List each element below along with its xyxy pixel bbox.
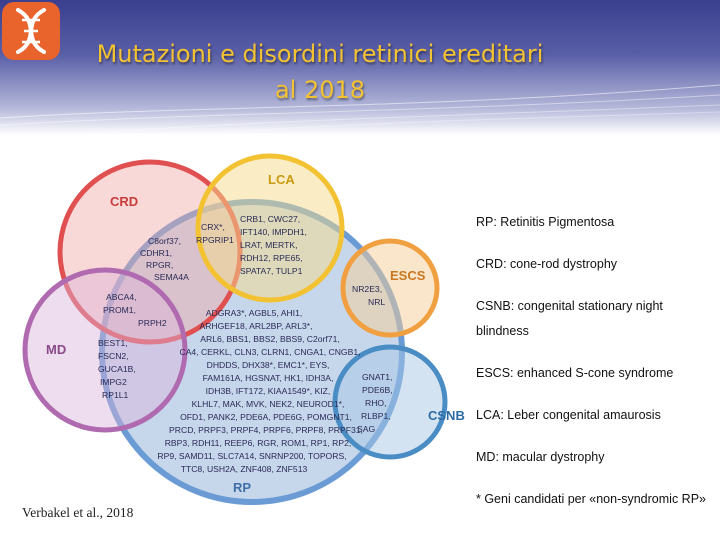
gene-line: IMPG2 [100, 377, 127, 387]
legend-item: * Geni candidati per «non-syndromic RP» [476, 492, 706, 506]
gene-line: GNAT1, [362, 372, 393, 382]
gene-line: FAM161A, HGSNAT, HK1, IDH3A, [202, 373, 334, 383]
gene-line: ARHGEF18, ARL2BP, ARL3*, [199, 321, 313, 331]
md-label: MD [46, 342, 67, 357]
gene-line: GUCA1B, [98, 364, 136, 374]
gene-line: FSCN2, [98, 351, 129, 361]
gene-line: PROM1, [103, 305, 136, 315]
gene-line: RLBP1, [361, 411, 391, 421]
dna-helix-logo-icon [0, 0, 62, 62]
gene-line: ARL6, BBS1, BBS2, BBS9, C2orf71, [200, 334, 340, 344]
gene-line: RPGRIP1 [196, 235, 234, 245]
lca-rp-genes [240, 214, 307, 276]
gene-line: RP1L1 [102, 390, 129, 400]
gene-line: SPATA7, TULP1 [240, 266, 303, 276]
gene-line: IDH3B, IFT172, KIAA1549*, KIZ, [205, 386, 331, 396]
gene-line: NRL [368, 297, 386, 307]
gene-line: CDHR1, [140, 248, 172, 258]
citation: Verbakel et al., 2018 [22, 505, 134, 520]
lca-label: LCA [268, 172, 295, 187]
crd-label: CRD [110, 194, 139, 209]
gene-line: RBP3, RDH11, REEP6, RGR, ROM1, RP1, RP2, [164, 438, 352, 448]
gene-line: PRPH2 [138, 318, 167, 328]
gene-line: LRAT, MERTK, [240, 240, 298, 250]
gene-line: RP9, SAMD11, SLC7A14, SNRNP200, TOPORS, [157, 451, 347, 461]
gene-line: PRCD, PRPF3, PRPF4, PRPF6, PRPF8, PRPF31, [169, 425, 363, 435]
gene-line: OFD1, PANK2, PDE6A, PDE6G, POMGNT1, [180, 412, 352, 422]
gene-line: ADGRA3*, AGBL5, AHI1, [205, 308, 303, 318]
legend-item: ESCS: enhanced S-cone syndrome [476, 366, 674, 380]
legend-item: LCA: Leber congenital amaurosis [476, 408, 661, 422]
gene-line: KLHL7, MAK, MVK, NEK2, NEUROD1*, [191, 399, 345, 409]
gene-line: C8orf37, [148, 236, 181, 246]
venn-diagram [0, 140, 470, 505]
escs-label: ESCS [390, 268, 426, 283]
gene-line: RDH12, RPE65, [240, 253, 303, 263]
gene-line: CRB1, CWC27, [240, 214, 301, 224]
legend-item: MD: macular dystrophy [476, 450, 605, 464]
title-line-1: Mutazioni e disordini retinici ereditari [96, 40, 544, 68]
gene-line: CA4, CERKL, CLN3, CLRN1, CNGA1, CNGB1, [179, 347, 361, 357]
gene-line: RHO, [365, 398, 387, 408]
gene-line: IFT140, IMPDH1, [240, 227, 307, 237]
legend-item: CSNB: congenital stationary night blindness [476, 299, 663, 338]
legend-item: RP: Retinitis Pigmentosa [476, 215, 615, 229]
legend-item: CRD: cone-rod dystrophy [476, 257, 618, 271]
legend [476, 210, 716, 529]
gene-line: DHDDS, DHX38*, EMC1*, EYS, [206, 360, 330, 370]
rp-label: RP [233, 480, 252, 495]
csnb-circle [335, 347, 445, 457]
gene-line: SAG [357, 424, 376, 434]
gene-line: ABCA4, [106, 292, 137, 302]
gene-line: BEST1, [98, 338, 128, 348]
header-banner [0, 0, 720, 135]
gene-line: NR2E3, [352, 284, 383, 294]
gene-line: RPGR, [146, 260, 174, 270]
gene-line: PDE6B, [362, 385, 393, 395]
csnb-label: CSNB [428, 408, 465, 423]
gene-line: SEMA4A [154, 272, 189, 282]
gene-line: CRX*, [201, 222, 225, 232]
page-title [40, 36, 600, 108]
gene-line: TTC8, USH2A, ZNF408, ZNF513 [180, 464, 308, 474]
title-line-2: al 2018 [274, 76, 366, 104]
